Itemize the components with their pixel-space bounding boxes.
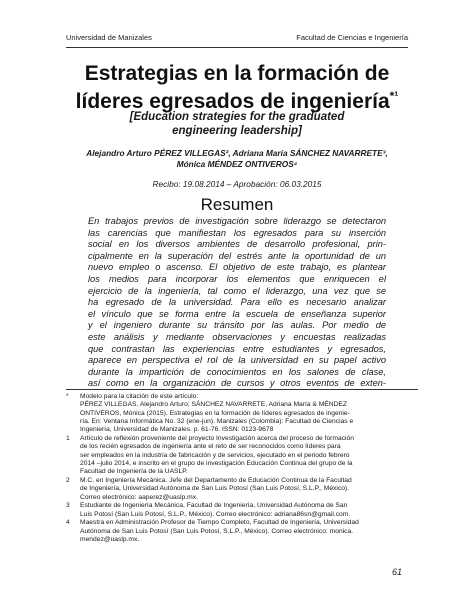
footnote-line: Correo electrónico: aaperez@uaslp.mx. (80, 493, 198, 501)
footnote-line: PÉREZ VILLEGAS, Alejandro Arturo; SÁNCHEZ NAVARRETE, Adriana María & MÉNDEZ (80, 401, 347, 409)
footnote-line: de los recién egresados de ingeniería ante el reto de ser reconocidos como líderes para (80, 443, 341, 451)
article-title (40, 62, 434, 113)
abstract-line: aparece en perspectiva el rol de la universidad en su papel activo (88, 355, 386, 366)
footnote (66, 435, 412, 476)
footnote (66, 477, 412, 502)
abstract-body (88, 216, 386, 390)
abstract-line: que contrastan las experiencias entre estudiantes y egresados, (88, 343, 386, 354)
footnote-line: de Ingeniería, Universidad Autónoma de San Luis Potosí (San Luis Potosí, S.L.P., México). (80, 485, 350, 493)
authors-line-1: Alejandro Arturo PÉREZ VILLEGAS², Adriana María SÁNCHEZ NAVARRETE³, (86, 148, 388, 158)
authors-line-2: Mónica MÉNDEZ ONTIVEROS⁴ (176, 159, 298, 169)
footnote-marker: 4 (66, 519, 70, 527)
footnote-marker: * (66, 393, 69, 400)
abstract-line: las carencias que manifiestan los egresados para su inserción (88, 227, 386, 238)
footnote-line: Artículo de reflexión proveniente del proyecto Investigación acerca del proceso de formación (80, 434, 354, 442)
footnotes (66, 393, 412, 545)
footnote-rule (66, 389, 418, 390)
author-list (56, 148, 418, 170)
english-title (60, 110, 414, 138)
footnote-line: mendez@uaslp.mx. (80, 536, 140, 544)
footnote-line: ser empleados en la industria de fabricación y de servicios, ejecutado en el periodo febrero (80, 451, 350, 459)
footnote-line: Modelo para la citación de este artículo: (80, 393, 199, 400)
abstract-line: el vínculo que se forma entre la escuela de enseñanza superior (88, 308, 386, 319)
abstract-line: nuevo empleo o ascenso. El objetivo de este trabajo, es plantear (88, 262, 386, 273)
footnote-marker: 3 (66, 502, 70, 510)
footnote-line: Luis Potosí (San Luis Potosí, S.L.P., México). Correo electrónico: adriana86sn@gmail.com. (80, 510, 351, 518)
footnote-line: Estudiante de Ingeniería Mecánica, Facultad de Ingeniería, Universidad Autónoma de San (80, 502, 348, 510)
header-left: Universidad de Manizales (66, 33, 152, 42)
abstract-line: social en los diversos ambientes de desarrollo profesional, prin- (88, 239, 386, 250)
footnote-marker: 2 (66, 476, 70, 484)
english-title-line-2: engineering leadership] (172, 125, 302, 137)
footnote (66, 502, 412, 519)
title-footnote-marks: *¹ (389, 89, 399, 103)
footnote (66, 393, 412, 434)
footnote-line: 2014 –julio 2014, e inscrito en el grupo de investigación Educación Continua del grupo de la (80, 459, 353, 467)
footnote-line: Maestra en Administración Profesor de Tiempo Completo, Facultad de Ingeniería, Universidad (80, 519, 359, 527)
english-title-line-1: [Education strategies for the graduated (129, 111, 345, 123)
abstract-line: durante la impartición de conocimientos en los salones de clase, (88, 366, 386, 377)
footnote-line: Ingeniería, Universidad de Manizales. p. 61-76. ISSN: 0123-9678 (80, 426, 274, 434)
footnote-line: ría. En: Ventana Informática No. 32 (ene-jun). Manizales (Colombia): Facultad de Ciencias e (80, 417, 354, 425)
abstract-line: cipalmente en la superación del estrés ante la oportunidad de un (88, 250, 386, 261)
footnote-line: Autónoma de San Luis Potosí (San Luis Potosí, S.L.P., México). Correo electrónico: monica. (80, 527, 354, 535)
footnote-marker: 1 (66, 434, 70, 442)
footnote-line: M.C. en Ingeniería Mecánica. Jefe del Departamento de Educación Continua de la Facultad (80, 476, 352, 484)
abstract-line: ejercicio de la ingeniería, tal como el liderazgo, una vez que se (88, 285, 386, 296)
title-line-2: líderes egresados de ingeniería (75, 90, 390, 113)
abstract-line: los medios para incorporar los elementos que enriquecen el (88, 273, 386, 284)
footnote-line: ONTIVEROS, Mónica (2015). Estrategias en la formación de líderes egresados de ingenie- (80, 409, 350, 417)
abstract-line: así como en la organización de cursos y otros eventos de exten- (88, 378, 386, 389)
abstract-line: y el ingeniero durante su tránsito por las aulas. Por medio de (88, 320, 386, 331)
received-approved-dates: Recibo: 19.08.2014 – Aprobación: 06.03.2015 (152, 179, 322, 189)
header-rule (66, 47, 408, 48)
abstract-line: ha egresado de la universidad. Para ello es necesario analizar (88, 297, 386, 308)
footnote (66, 519, 412, 544)
footnote-line: Facultad de Ingeniería de la UASLP. (80, 468, 188, 476)
page-number: 61 (391, 567, 402, 577)
title-line-1: Estrategias en la formación de (84, 62, 390, 85)
running-header (66, 33, 408, 42)
abstract-line: este análisis y mediante observaciones y encuestas realizadas (88, 331, 386, 342)
header-right: Facultad de Ciencias e Ingeniería (296, 33, 408, 42)
abstract-line: En trabajos previos de investigación sobre liderazgo se detectaron (88, 216, 386, 226)
abstract-heading: Resumen (200, 195, 274, 214)
